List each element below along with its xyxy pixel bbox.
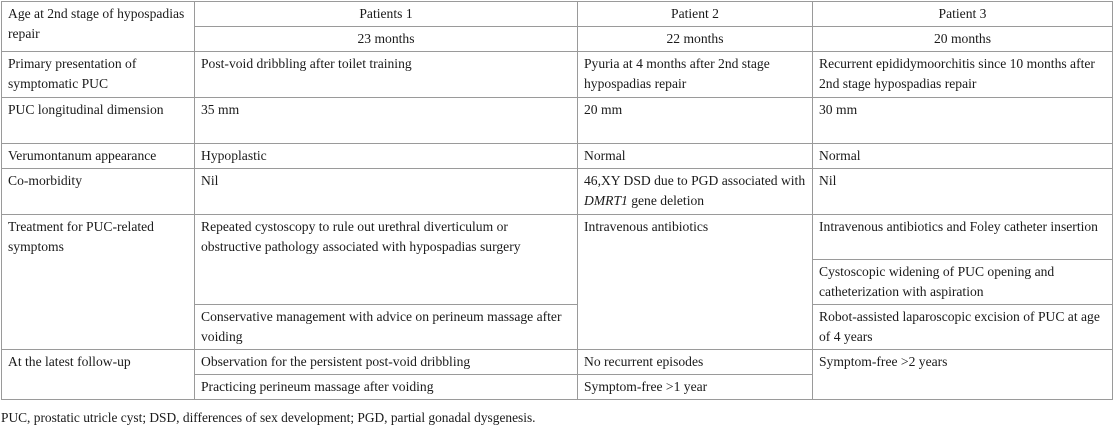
cell: 20 mm [578,98,813,144]
cell: Symptom-free >2 years [813,350,1113,400]
row-label: Verumontanum appearance [2,144,195,169]
table-row [2,2,1113,27]
cell: Nil [195,169,578,215]
table-row [2,169,1113,215]
header-row-label: Age at 2nd stage of hypospadias repair [2,2,195,52]
cell: Post-void dribbling after toilet training [195,52,578,98]
header-patient-2: Patient 2 [578,2,813,27]
table-row [2,350,1113,375]
cell: 30 mm [813,98,1113,144]
comorbidity-text-end: gene deletion [627,193,705,208]
age-patient-1: 23 months [195,27,578,52]
row-label: Co-morbidity [2,169,195,215]
age-patient-2: 22 months [578,27,813,52]
cell [578,169,813,215]
cell: Repeated cystoscopy to rule out urethral diverticulum or obstructive pathology associated with hypospadias surgery [195,215,578,305]
cell: 35 mm [195,98,578,144]
patients-table [1,1,1113,400]
cell: Practicing perineum massage after voiding [195,375,578,400]
age-patient-3: 20 months [813,27,1113,52]
row-label: PUC longitudinal dimension [2,98,195,144]
cell: Nil [813,169,1113,215]
row-label: Primary presentation of symptomatic PUC [2,52,195,98]
cell: Observation for the persistent post-void dribbling [195,350,578,375]
cell: Robot-assisted laparoscopic excision of PUC at age of 4 years [813,305,1113,350]
table-row [2,215,1113,260]
cell: Conservative management with advice on perineum massage after voiding [195,305,578,350]
cell: Intravenous antibiotics [578,215,813,350]
gene-name: DMRT1 [584,193,628,208]
cell: Normal [578,144,813,169]
cell: Hypoplastic [195,144,578,169]
table-row [2,98,1113,144]
table-footnote: PUC, prostatic utricle cyst; DSD, differences of sex development; PGD, partial gonadal dysgenesis. [1,410,536,425]
cell: Pyuria at 4 months after 2nd stage hypospadias repair [578,52,813,98]
cell: No recurrent episodes [578,350,813,375]
cell: Intravenous antibiotics and Foley catheter insertion [813,215,1113,260]
cell: Normal [813,144,1113,169]
table-row [2,52,1113,98]
header-patient-3: Patient 3 [813,2,1113,27]
cell: Cystoscopic widening of PUC opening and catheterization with aspiration [813,260,1113,305]
table-row [2,144,1113,169]
comorbidity-text: 46,XY DSD due to PGD associated with [584,173,806,188]
cell: Symptom-free >1 year [578,375,813,400]
header-patient-1: Patients 1 [195,2,578,27]
row-label: At the latest follow-up [2,350,195,400]
cell: Recurrent epididymoorchitis since 10 months after 2nd stage hypospadias repair [813,52,1113,98]
row-label: Treatment for PUC-related symptoms [2,215,195,350]
